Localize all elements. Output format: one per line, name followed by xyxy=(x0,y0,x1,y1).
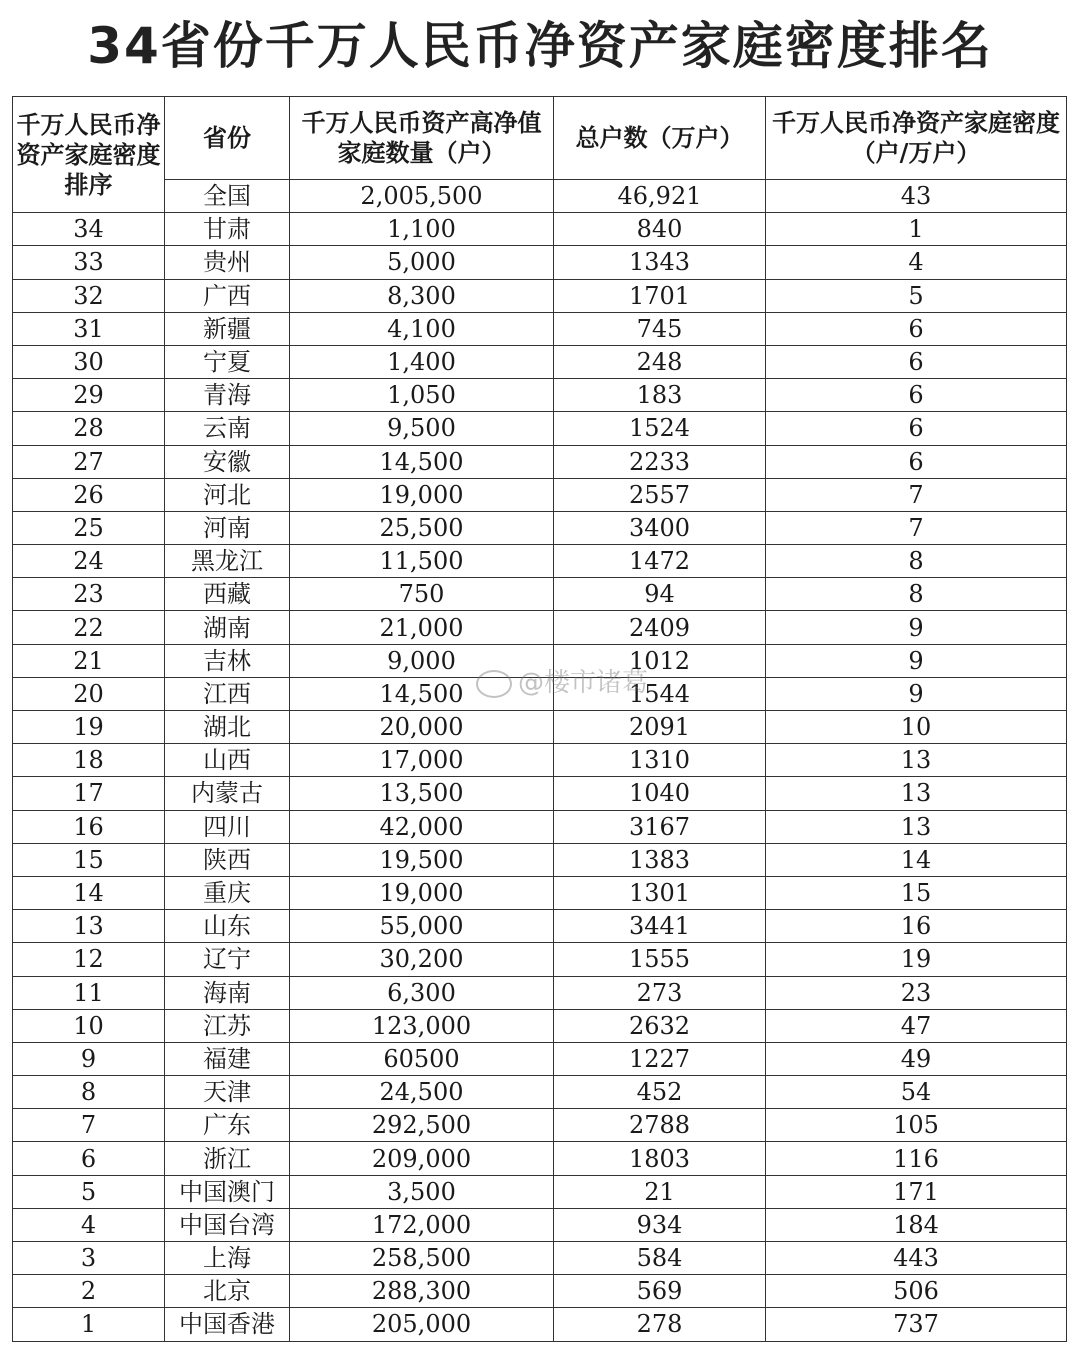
cell-province: 新疆 xyxy=(165,312,290,345)
table-row xyxy=(13,312,1067,345)
table-row xyxy=(13,644,1067,677)
cell-province: 湖北 xyxy=(165,711,290,744)
table-row xyxy=(13,213,1067,246)
cell-households: 2233 xyxy=(554,445,766,478)
cell-count: 9,500 xyxy=(290,412,554,445)
cell-households: 2632 xyxy=(554,1009,766,1042)
cell-households: 452 xyxy=(554,1076,766,1109)
cell-count: 1,400 xyxy=(290,345,554,378)
cell-households: 1701 xyxy=(554,279,766,312)
table-row xyxy=(13,611,1067,644)
cell-count: 750 xyxy=(290,578,554,611)
cell-households: 21 xyxy=(554,1175,766,1208)
cell-density: 9 xyxy=(766,677,1067,710)
cell-density: 16 xyxy=(766,910,1067,943)
cell-density: 8 xyxy=(766,578,1067,611)
cell-province: 辽宁 xyxy=(165,943,290,976)
cell-count: 13,500 xyxy=(290,777,554,810)
cell-rank: 27 xyxy=(13,445,165,478)
cell-households: 3400 xyxy=(554,511,766,544)
cell-province: 河北 xyxy=(165,478,290,511)
table-row xyxy=(13,246,1067,279)
cell-rank: 16 xyxy=(13,810,165,843)
cell-density: 1 xyxy=(766,213,1067,246)
cell-count: 25,500 xyxy=(290,511,554,544)
table-row xyxy=(13,445,1067,478)
cell-province: 北京 xyxy=(165,1275,290,1308)
cell-rank: 1 xyxy=(13,1308,165,1341)
cell-rank: 21 xyxy=(13,644,165,677)
cell-households: 278 xyxy=(554,1308,766,1341)
watermark-text: @楼市诸葛 xyxy=(518,668,649,698)
cell-density: 116 xyxy=(766,1142,1067,1175)
cell-rank: 6 xyxy=(13,1142,165,1175)
table-row xyxy=(13,478,1067,511)
cell-province: 贵州 xyxy=(165,246,290,279)
cell-households: 2409 xyxy=(554,611,766,644)
cell-rank: 2 xyxy=(13,1275,165,1308)
table-row xyxy=(13,578,1067,611)
cell-province: 中国澳门 xyxy=(165,1175,290,1208)
national-households: 46,921 xyxy=(554,180,766,213)
cell-rank: 20 xyxy=(13,677,165,710)
cell-rank: 29 xyxy=(13,379,165,412)
cell-count: 19,000 xyxy=(290,478,554,511)
cell-households: 1227 xyxy=(554,1042,766,1075)
table-row xyxy=(13,511,1067,544)
cell-province: 甘肃 xyxy=(165,213,290,246)
cell-province: 中国香港 xyxy=(165,1308,290,1341)
cell-households: 2091 xyxy=(554,711,766,744)
cell-density: 171 xyxy=(766,1175,1067,1208)
cell-province: 中国台湾 xyxy=(165,1208,290,1241)
table-row xyxy=(13,943,1067,976)
cell-density: 49 xyxy=(766,1042,1067,1075)
cell-rank: 12 xyxy=(13,943,165,976)
table-row xyxy=(13,777,1067,810)
cell-count: 1,100 xyxy=(290,213,554,246)
header-row xyxy=(13,97,1067,180)
cell-density: 54 xyxy=(766,1076,1067,1109)
cell-density: 6 xyxy=(766,345,1067,378)
cell-density: 9 xyxy=(766,611,1067,644)
cell-households: 1803 xyxy=(554,1142,766,1175)
cell-rank: 10 xyxy=(13,1009,165,1042)
cell-province: 山西 xyxy=(165,744,290,777)
cell-rank: 25 xyxy=(13,511,165,544)
cell-density: 8 xyxy=(766,545,1067,578)
cell-density: 5 xyxy=(766,279,1067,312)
table-row xyxy=(13,910,1067,943)
cell-density: 6 xyxy=(766,445,1067,478)
cell-households: 2788 xyxy=(554,1109,766,1142)
cell-density: 13 xyxy=(766,810,1067,843)
cell-households: 1040 xyxy=(554,777,766,810)
cell-count: 288,300 xyxy=(290,1275,554,1308)
header-count: 千万人民币资产高净值家庭数量（户） xyxy=(290,97,554,180)
cell-province: 安徽 xyxy=(165,445,290,478)
cell-density: 6 xyxy=(766,379,1067,412)
cell-province: 重庆 xyxy=(165,876,290,909)
table-row xyxy=(13,1208,1067,1241)
cell-households: 273 xyxy=(554,976,766,1009)
cell-count: 17,000 xyxy=(290,744,554,777)
cell-count: 258,500 xyxy=(290,1242,554,1275)
cell-households: 1555 xyxy=(554,943,766,976)
table-row xyxy=(13,1009,1067,1042)
cell-density: 184 xyxy=(766,1208,1067,1241)
cell-households: 1310 xyxy=(554,744,766,777)
cell-count: 19,500 xyxy=(290,843,554,876)
cell-density: 105 xyxy=(766,1109,1067,1142)
cell-households: 934 xyxy=(554,1208,766,1241)
cell-rank: 34 xyxy=(13,213,165,246)
cell-count: 19,000 xyxy=(290,876,554,909)
cell-province: 江苏 xyxy=(165,1009,290,1042)
cell-count: 5,000 xyxy=(290,246,554,279)
cell-province: 江西 xyxy=(165,677,290,710)
cell-count: 1,050 xyxy=(290,379,554,412)
cell-density: 15 xyxy=(766,876,1067,909)
cell-count: 42,000 xyxy=(290,810,554,843)
cell-rank: 14 xyxy=(13,876,165,909)
cell-count: 21,000 xyxy=(290,611,554,644)
header-rank: 千万人民币净资产家庭密度排序 xyxy=(13,97,165,213)
ranking-table xyxy=(12,96,1067,1342)
cell-density: 14 xyxy=(766,843,1067,876)
table-body xyxy=(13,213,1067,1341)
national-density: 43 xyxy=(766,180,1067,213)
header-province: 省份 xyxy=(165,97,290,180)
cell-rank: 17 xyxy=(13,777,165,810)
cell-province: 山东 xyxy=(165,910,290,943)
cell-province: 浙江 xyxy=(165,1142,290,1175)
cell-rank: 26 xyxy=(13,478,165,511)
cell-count: 14,500 xyxy=(290,445,554,478)
cell-households: 1343 xyxy=(554,246,766,279)
header-density: 千万人民币净资产家庭密度（户/万户） xyxy=(766,97,1067,180)
cell-density: 4 xyxy=(766,246,1067,279)
cell-households: 1383 xyxy=(554,843,766,876)
cell-count: 292,500 xyxy=(290,1109,554,1142)
cell-count: 6,300 xyxy=(290,976,554,1009)
cell-density: 13 xyxy=(766,777,1067,810)
table-row xyxy=(13,711,1067,744)
cell-province: 黑龙江 xyxy=(165,545,290,578)
cell-rank: 19 xyxy=(13,711,165,744)
cell-rank: 9 xyxy=(13,1042,165,1075)
table-row xyxy=(13,1175,1067,1208)
cell-rank: 23 xyxy=(13,578,165,611)
cell-rank: 31 xyxy=(13,312,165,345)
cell-rank: 11 xyxy=(13,976,165,1009)
cell-count: 209,000 xyxy=(290,1142,554,1175)
cell-households: 3441 xyxy=(554,910,766,943)
cell-rank: 15 xyxy=(13,843,165,876)
cell-count: 55,000 xyxy=(290,910,554,943)
table-row xyxy=(13,1308,1067,1341)
cell-density: 7 xyxy=(766,511,1067,544)
cell-density: 13 xyxy=(766,744,1067,777)
cell-rank: 30 xyxy=(13,345,165,378)
cell-households: 1012 xyxy=(554,644,766,677)
cell-density: 9 xyxy=(766,644,1067,677)
header-households: 总户数（万户） xyxy=(554,97,766,180)
table-row xyxy=(13,1042,1067,1075)
cell-households: 183 xyxy=(554,379,766,412)
cell-province: 海南 xyxy=(165,976,290,1009)
cell-province: 四川 xyxy=(165,810,290,843)
cell-count: 14,500 xyxy=(290,677,554,710)
table-row xyxy=(13,1109,1067,1142)
cell-rank: 13 xyxy=(13,910,165,943)
cell-count: 8,300 xyxy=(290,279,554,312)
table-row xyxy=(13,1275,1067,1308)
cell-households: 1524 xyxy=(554,412,766,445)
page-title: 34省份千万人民币净资产家庭密度排名 xyxy=(87,17,993,75)
cell-density: 47 xyxy=(766,1009,1067,1042)
cell-density: 10 xyxy=(766,711,1067,744)
table-row xyxy=(13,379,1067,412)
cell-rank: 28 xyxy=(13,412,165,445)
cell-count: 205,000 xyxy=(290,1308,554,1341)
cell-count: 11,500 xyxy=(290,545,554,578)
cell-rank: 24 xyxy=(13,545,165,578)
national-count: 2,005,500 xyxy=(290,180,554,213)
table-row xyxy=(13,744,1067,777)
cell-province: 西藏 xyxy=(165,578,290,611)
cell-households: 569 xyxy=(554,1275,766,1308)
table-row xyxy=(13,1242,1067,1275)
national-province: 全国 xyxy=(165,180,290,213)
cell-households: 248 xyxy=(554,345,766,378)
cell-province: 福建 xyxy=(165,1042,290,1075)
cell-households: 840 xyxy=(554,213,766,246)
cell-households: 3167 xyxy=(554,810,766,843)
cell-count: 123,000 xyxy=(290,1009,554,1042)
table-row xyxy=(13,876,1067,909)
cell-count: 3,500 xyxy=(290,1175,554,1208)
table-row xyxy=(13,345,1067,378)
cell-households: 745 xyxy=(554,312,766,345)
cell-households: 94 xyxy=(554,578,766,611)
cell-province: 陕西 xyxy=(165,843,290,876)
cell-count: 20,000 xyxy=(290,711,554,744)
cell-rank: 32 xyxy=(13,279,165,312)
table-row xyxy=(13,843,1067,876)
table-row xyxy=(13,810,1067,843)
cell-density: 443 xyxy=(766,1242,1067,1275)
cell-households: 2557 xyxy=(554,478,766,511)
cell-province: 内蒙古 xyxy=(165,777,290,810)
cell-count: 24,500 xyxy=(290,1076,554,1109)
national-row xyxy=(13,180,1067,213)
cell-density: 506 xyxy=(766,1275,1067,1308)
cell-province: 上海 xyxy=(165,1242,290,1275)
cell-province: 云南 xyxy=(165,412,290,445)
cell-rank: 5 xyxy=(13,1175,165,1208)
cell-density: 6 xyxy=(766,412,1067,445)
cell-rank: 8 xyxy=(13,1076,165,1109)
cell-count: 172,000 xyxy=(290,1208,554,1241)
cell-rank: 3 xyxy=(13,1242,165,1275)
cell-count: 4,100 xyxy=(290,312,554,345)
cell-province: 广东 xyxy=(165,1109,290,1142)
cell-density: 7 xyxy=(766,478,1067,511)
table-row xyxy=(13,1076,1067,1109)
cell-count: 9,000 xyxy=(290,644,554,677)
cell-count: 60500 xyxy=(290,1042,554,1075)
cell-density: 19 xyxy=(766,943,1067,976)
cell-rank: 7 xyxy=(13,1109,165,1142)
cell-rank: 4 xyxy=(13,1208,165,1241)
cell-rank: 18 xyxy=(13,744,165,777)
cell-rank: 33 xyxy=(13,246,165,279)
table-row xyxy=(13,412,1067,445)
cell-province: 宁夏 xyxy=(165,345,290,378)
cell-count: 30,200 xyxy=(290,943,554,976)
cell-province: 吉林 xyxy=(165,644,290,677)
cell-rank: 22 xyxy=(13,611,165,644)
table-row xyxy=(13,1142,1067,1175)
cell-households: 1472 xyxy=(554,545,766,578)
cell-density: 23 xyxy=(766,976,1067,1009)
table-row xyxy=(13,677,1067,710)
cell-households: 1544 xyxy=(554,677,766,710)
table-row xyxy=(13,545,1067,578)
cell-province: 青海 xyxy=(165,379,290,412)
cell-province: 河南 xyxy=(165,511,290,544)
cell-province: 天津 xyxy=(165,1076,290,1109)
cell-households: 1301 xyxy=(554,876,766,909)
table-row xyxy=(13,976,1067,1009)
cell-density: 737 xyxy=(766,1308,1067,1341)
cell-density: 6 xyxy=(766,312,1067,345)
cell-province: 广西 xyxy=(165,279,290,312)
cell-households: 584 xyxy=(554,1242,766,1275)
table-row xyxy=(13,279,1067,312)
cell-province: 湖南 xyxy=(165,611,290,644)
